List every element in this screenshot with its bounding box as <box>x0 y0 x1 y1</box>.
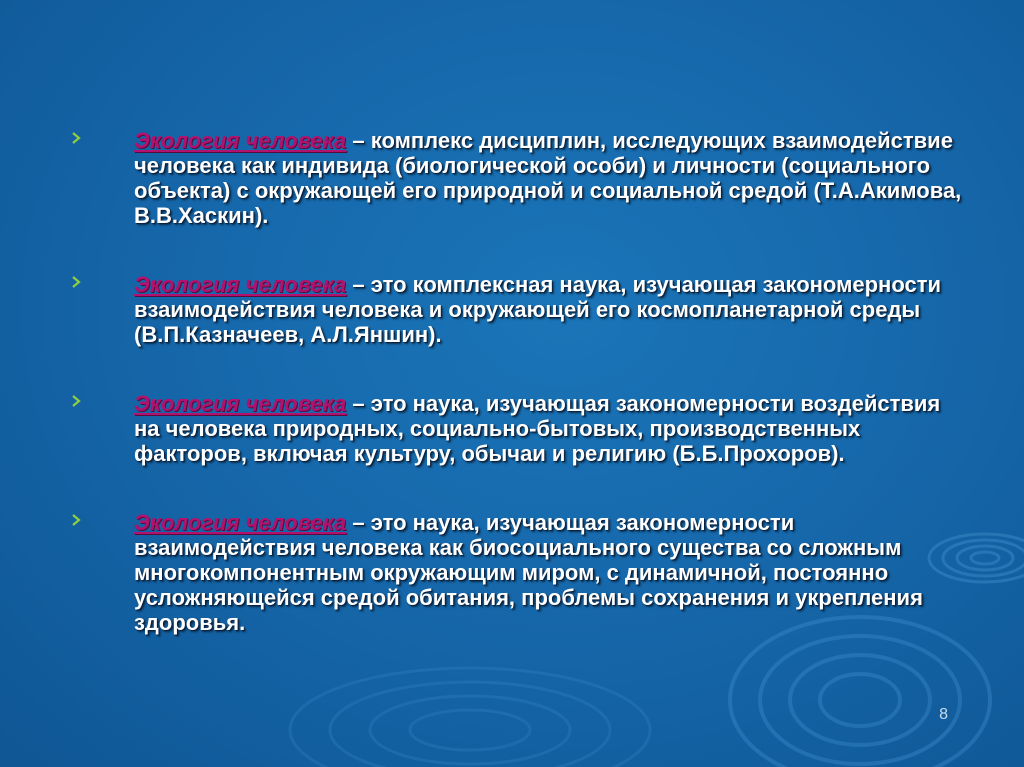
definition-item <box>68 510 968 635</box>
slide-content <box>68 128 968 679</box>
definition-item <box>68 391 968 466</box>
definition-term: Экология человека <box>134 128 347 153</box>
page-number: 8 <box>939 706 948 723</box>
chevron-right-icon <box>68 274 84 290</box>
definition-text: – это комплексная наука, изучающая закономерности взаимодействия человека и окружающей его космопланетарной среды (В.П.Казначеев, А.Л.Яншин). <box>134 272 942 347</box>
definition-item <box>68 272 968 347</box>
definition-text: – это наука, изучающая закономерности взаимодействия человека как биосоциального существа со сложным многокомпонентным окружающим миром, с динамичной, постоянно усложняющейся средой обитания, проблемы сохранения и укрепления здоровья. <box>134 510 923 635</box>
definition-term: Экология человека <box>134 272 347 297</box>
definition-text: – это наука, изучающая закономерности воздействия на человека природных, социально-бытовых, производственных факторов, включая культуру, обычаи и религию (Б.Б.Прохоров). <box>134 391 941 466</box>
chevron-right-icon <box>68 393 84 409</box>
definition-term: Экология человека <box>134 391 347 416</box>
definition-term: Экология человека <box>134 510 347 535</box>
definition-text: – комплекс дисциплин, исследующих взаимодействие человека как индивида (биологической особи) и личности (социального объекта) с окружающей его природной и социальной средой (Т.А.Акимова, В.В.Хаскин). <box>134 128 962 228</box>
definition-item <box>68 128 968 228</box>
chevron-right-icon <box>68 130 84 146</box>
chevron-right-icon <box>68 512 84 528</box>
